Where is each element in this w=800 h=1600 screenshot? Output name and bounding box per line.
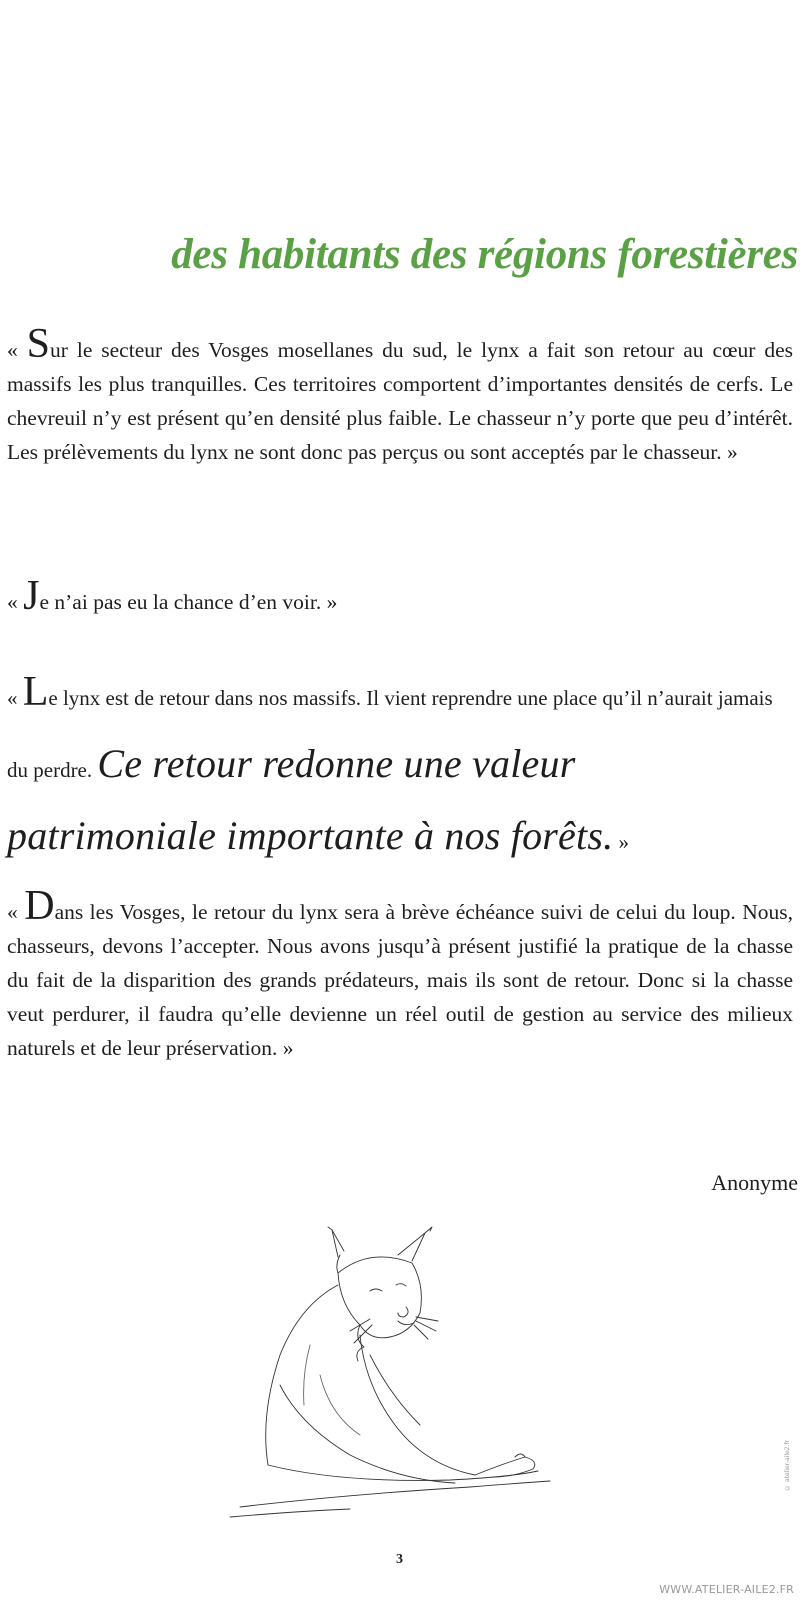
photo-credit: © atelier-aile2.fr <box>784 1440 791 1491</box>
testimonial-quote-4 <box>7 883 793 1065</box>
quote-close: » <box>613 830 630 854</box>
testimonial-quote-2 <box>7 573 793 619</box>
lynx-sketch-illustration <box>220 1225 560 1525</box>
quote-open: « <box>7 590 24 614</box>
footer-website: WWW.ATELIER-AILE2.FR <box>659 1583 794 1596</box>
quote-initial: S <box>26 321 51 367</box>
quote-open: « <box>7 900 25 924</box>
quote-emphasis: Ce retour redonne une valeur patrimoniale importante à nos forêts. <box>7 741 614 858</box>
testimonial-quote-3 <box>7 665 793 875</box>
testimonial-quote-1 <box>7 321 794 469</box>
quote-text: ans les Vosges, le retour du lynx sera à brève échéance suivi de celui du loup. Nous, chasseurs, devons l’accepter. Nous avons jusqu’à présent justifié la pratique de la chasse du fait de la disparition des grands prédateurs, mais ils sont de retour. Donc si la chasse veut perdurer, il faudra qu’elle devienne un réel outil de gestion au service des milieux naturels et de leur préservation. » <box>7 900 793 1060</box>
quote-text: e lynx est de retour dans nos massifs. Il vient reprendre une place qu’il n’aurait jamais du perdre. <box>7 686 773 782</box>
quote-initial: J <box>23 573 40 619</box>
quote-initial: L <box>22 669 49 715</box>
quote-text: e n’ai pas eu la chance d’en voir. » <box>39 590 338 614</box>
quote-open: « <box>7 686 23 710</box>
section-heading: des habitants des régions forestières <box>171 231 798 278</box>
signature: Anonyme <box>711 1170 798 1195</box>
quote-open: « <box>7 338 27 362</box>
page-number: 3 <box>396 1552 403 1567</box>
quote-initial: D <box>24 883 55 929</box>
quote-text: ur le secteur des Vosges mosellanes du sud, le lynx a fait son retour au cœur des massifs les plus tranquilles. Ces territoires comportent d’importantes densités de cerfs. Le chevreuil n’y est présent qu’en densité plus faible. Le chasseur n’y porte que peu d’intérêt. Les prélèvements du lynx ne sont donc pas perçus ou sont acceptés par le chasseur. » <box>7 338 794 464</box>
